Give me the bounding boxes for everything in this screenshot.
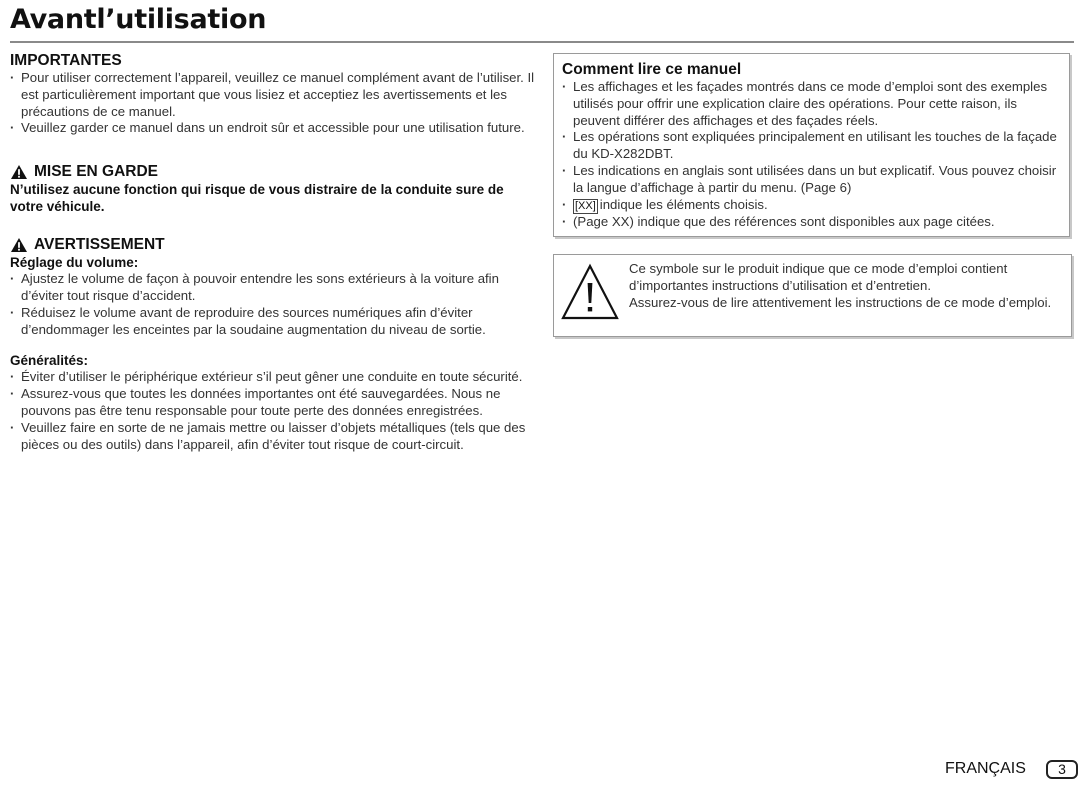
avertissement-header (10, 236, 535, 254)
warning-icon (10, 164, 28, 180)
list-item: · Veuillez garder ce manuel dans un endroit sûr et accessible pour une utilisation future. (10, 120, 535, 137)
mise-en-garde-text: N’utilisez aucune fonction qui risque de vous distraire de la conduite sure de votre véhicule. (10, 182, 504, 215)
list-item: · Veuillez faire en sorte de ne jamais mettre ou laisser d’objets métalliques (tels que des pièces ou des outils) dans l’appareil, afin d’éviter tout risque de court-circuit. (10, 420, 535, 454)
list-item: · Assurez-vous que toutes les données importantes ont été sauvegardées. Nous ne pouvons pas être tenu responsable pour toute perte des données enregistrées. (10, 386, 535, 420)
importantes-list (10, 70, 535, 137)
symbol-notice-line2: Assurez-vous de lire attentivement les instructions de ce mode d’emploi. (629, 294, 1052, 310)
importantes-heading: IMPORTANTES (10, 52, 122, 69)
list-item: · Pour utiliser correctement l’appareil, veuillez ce manuel complément avant de l’utiliser. Il est particulièrement important que vous lisiez et acceptiez les avertissements et les précautions de ce manuel. (10, 70, 535, 120)
xx-tag: [XX] (575, 199, 596, 212)
avertissement-section (10, 236, 535, 453)
list-item: · Ajustez le volume de façon à pouvoir entendre les sons extérieurs à la voiture afin d’éviter tout risque d’accident. (10, 271, 535, 305)
list-item: · Éviter d’utiliser le périphérique extérieur s’il peut gêner une conduite en toute sécurité. (10, 369, 535, 386)
general-subheading: Généralités: (10, 353, 89, 369)
comment-lire-box (553, 53, 1070, 237)
list-item: · (Page XX) indique que des références sont disponibles aux page citées. (562, 214, 1061, 231)
list-item: · Les affichages et les façades montrés dans ce mode d’emploi sont des exemples utilisés pour offrir une explication claire des opérations. Pour cette raison, ils peuvent différer des affichages et des façades réels. (562, 79, 1061, 129)
left-column (10, 52, 535, 453)
list-item (562, 197, 1061, 214)
mise-en-garde-heading: MISE EN GARDE (34, 163, 159, 181)
comment-lire-list (562, 79, 1061, 230)
importantes-section (10, 52, 535, 137)
general-list (10, 369, 535, 453)
list-item: · Les indications en anglais sont utilisées dans un but explicatif. Vous pouvez choisir la langue d’affichage à partir du menu. (Page 6) (562, 163, 1061, 197)
comment-lire-heading: Comment lire ce manuel (562, 61, 742, 78)
caution-triangle-icon (560, 263, 620, 321)
list-item: · Les opérations sont expliquées principalement en utilisant les touches de la façade du KD-X282DBT. (562, 129, 1061, 163)
volume-list (10, 271, 535, 338)
mise-en-garde-header (10, 163, 535, 181)
footer-language: FRANÇAIS (945, 760, 1026, 777)
warning-icon (10, 237, 28, 253)
mise-en-garde-section (10, 163, 535, 215)
symbol-notice-box (553, 254, 1072, 337)
symbol-notice-text (629, 261, 1054, 311)
page-number-badge: 3 (1046, 760, 1078, 779)
page-title: Avantl’utilisation (10, 4, 267, 35)
xx-text: indique les éléments choisis. (599, 196, 768, 212)
list-item: · Réduisez le volume avant de reproduire des sources numériques afin d’éviter d’endommager les enceintes par la soudaine augmentation du niveau de sortie. (10, 305, 535, 339)
volume-subheading: Réglage du volume: (10, 255, 139, 271)
avertissement-heading: AVERTISSEMENT (34, 236, 165, 254)
symbol-notice-line1: Ce symbole sur le produit indique que ce mode d’emploi contient d’importantes instructions d’utilisation et d’entretien. (629, 261, 1008, 293)
title-divider (10, 41, 1074, 43)
